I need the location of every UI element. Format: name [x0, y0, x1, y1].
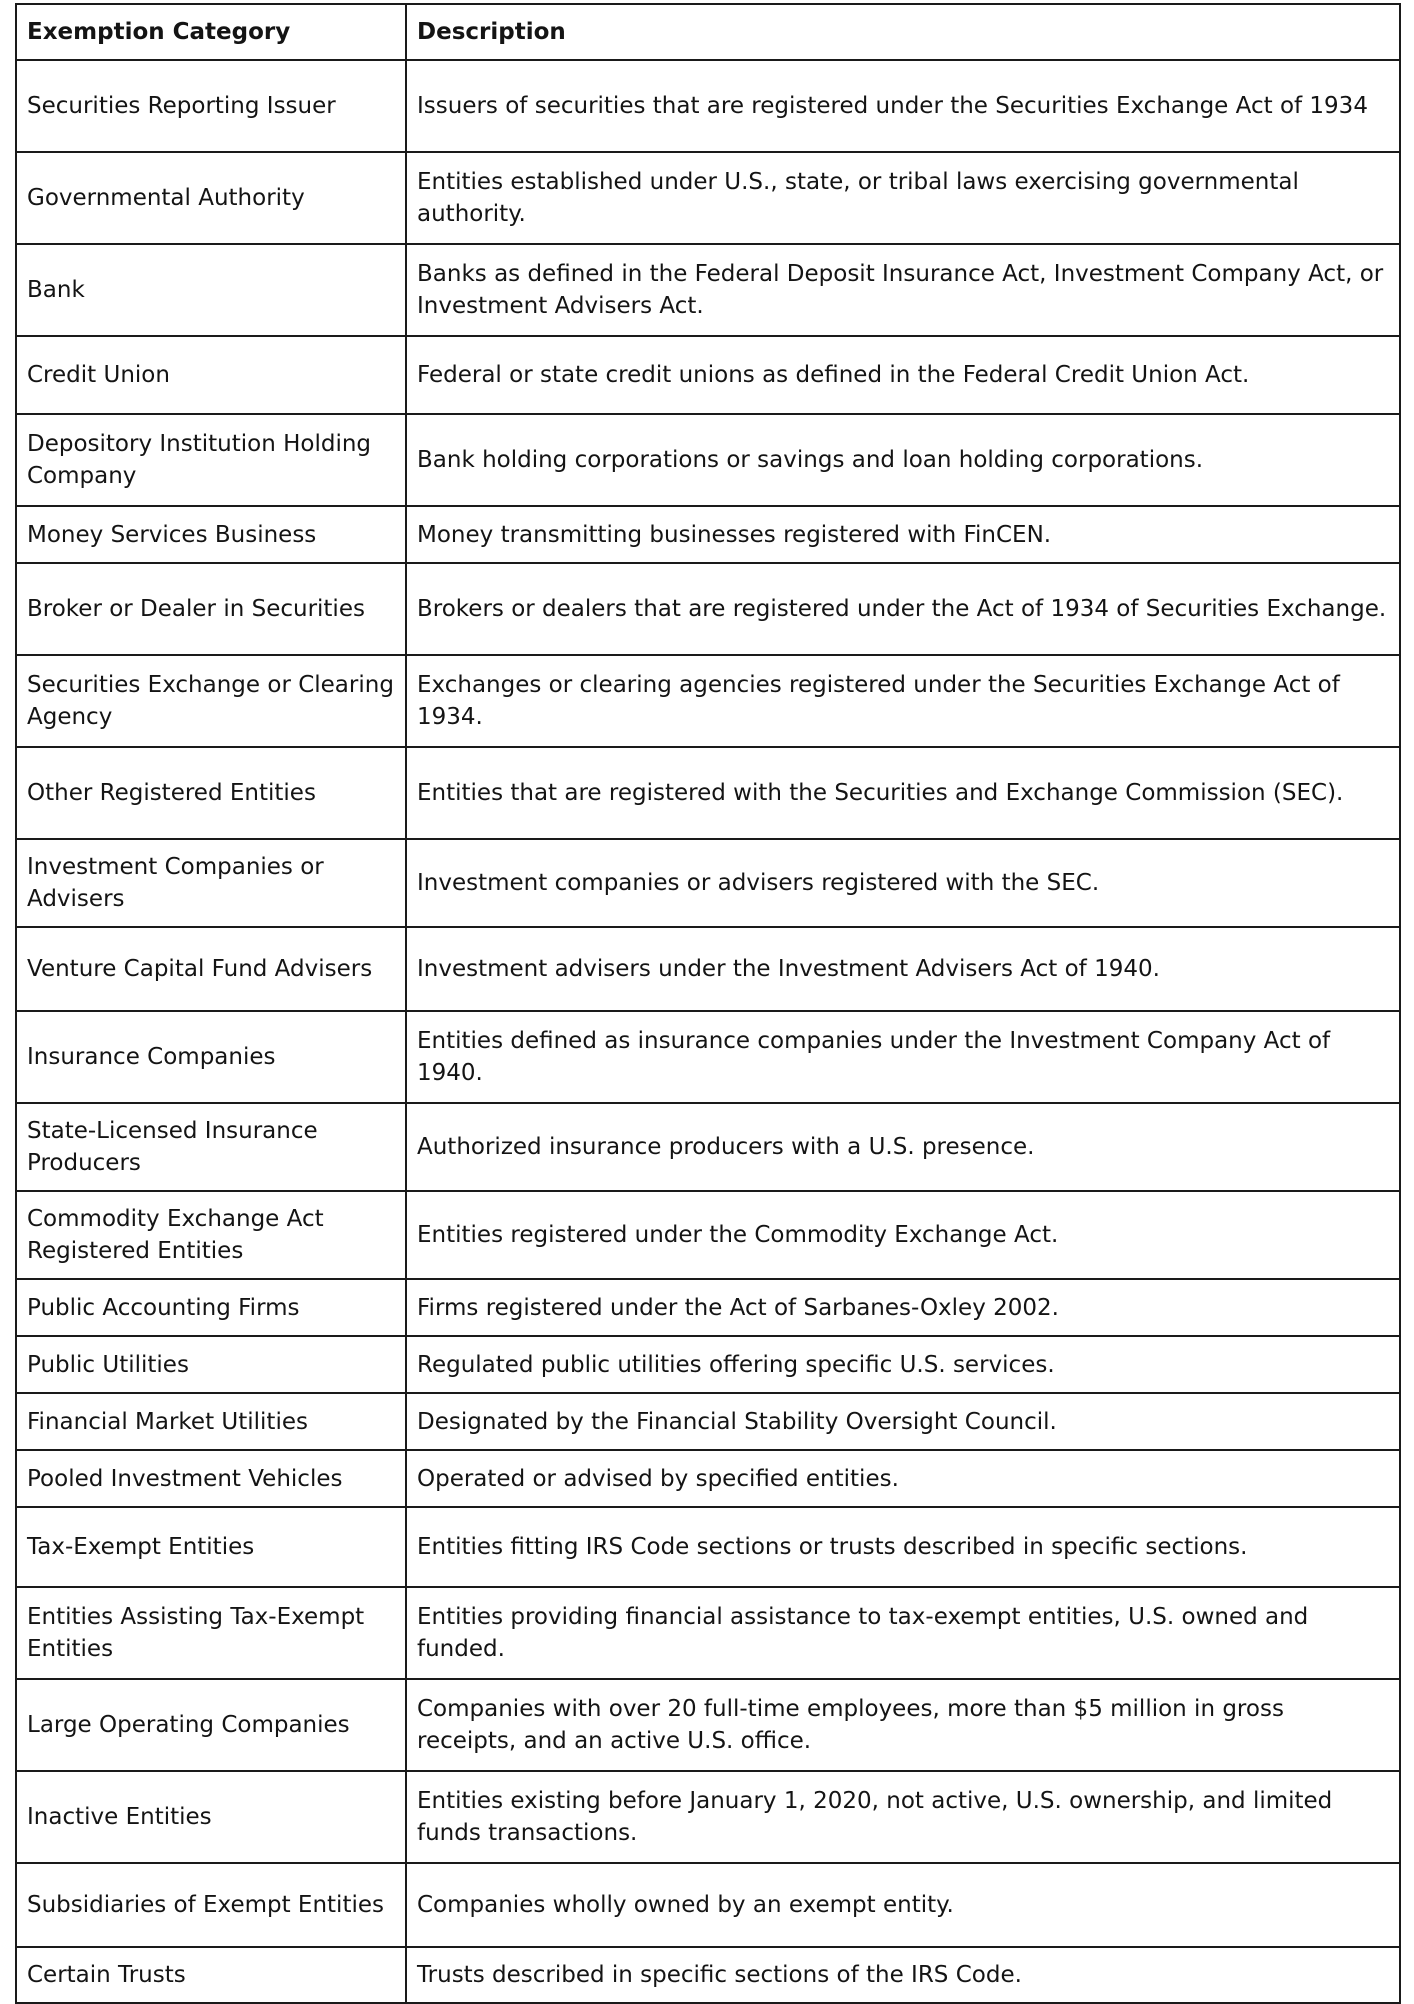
description-cell: Trusts described in specific sections of the IRS Code.: [406, 1947, 1400, 2003]
exemption-category-cell: Broker or Dealer in Securities: [16, 563, 406, 655]
table-row: [16, 1507, 1400, 1587]
description-cell: Issuers of securities that are registered under the Securities Exchange Act of 1934: [406, 60, 1400, 152]
description-cell: Authorized insurance producers with a U.S. presence.: [406, 1103, 1400, 1191]
description-cell: Regulated public utilities offering specific U.S. services.: [406, 1336, 1400, 1393]
table-row: [16, 1863, 1400, 1947]
exemption-category-cell: Money Services Business: [16, 506, 406, 563]
description-cell: Entities fitting IRS Code sections or trusts described in specific sections.: [406, 1507, 1400, 1587]
exemption-category-cell: Tax-Exempt Entities: [16, 1507, 406, 1587]
exemption-category-cell: Public Utilities: [16, 1336, 406, 1393]
table-row: [16, 1191, 1400, 1279]
exemption-category-cell: Commodity Exchange Act Registered Entities: [16, 1191, 406, 1279]
exemption-category-cell: Certain Trusts: [16, 1947, 406, 2003]
description-cell: Money transmitting businesses registered with FinCEN.: [406, 506, 1400, 563]
table-row: [16, 336, 1400, 414]
table-row: [16, 1947, 1400, 2003]
description-cell: Investment advisers under the Investment Advisers Act of 1940.: [406, 927, 1400, 1011]
table-header-row: [16, 4, 1400, 60]
exemption-category-cell: Pooled Investment Vehicles: [16, 1450, 406, 1507]
table-row: [16, 1679, 1400, 1771]
header-description: Description: [406, 4, 1400, 60]
table-row: [16, 506, 1400, 563]
exemption-category-cell: Securities Exchange or Clearing Agency: [16, 655, 406, 747]
description-cell: Federal or state credit unions as defined in the Federal Credit Union Act.: [406, 336, 1400, 414]
exemption-category-cell: Securities Reporting Issuer: [16, 60, 406, 152]
table-row: [16, 747, 1400, 839]
description-cell: Designated by the Financial Stability Oversight Council.: [406, 1393, 1400, 1450]
table-row: [16, 60, 1400, 152]
table-row: [16, 152, 1400, 244]
table-row: [16, 1279, 1400, 1336]
table-row: [16, 414, 1400, 506]
exemption-table: [15, 3, 1401, 2004]
table-row: [16, 1011, 1400, 1103]
description-cell: Entities defined as insurance companies under the Investment Company Act of 1940.: [406, 1011, 1400, 1103]
description-cell: Banks as defined in the Federal Deposit Insurance Act, Investment Company Act, or Investment Advisers Act.: [406, 244, 1400, 336]
description-cell: Companies with over 20 full-time employees, more than $5 million in gross receipts, and an active U.S. office.: [406, 1679, 1400, 1771]
table-row: [16, 1393, 1400, 1450]
description-cell: Entities registered under the Commodity Exchange Act.: [406, 1191, 1400, 1279]
table-row: [16, 1336, 1400, 1393]
table-row: [16, 839, 1400, 927]
table-row: [16, 655, 1400, 747]
description-cell: Entities that are registered with the Securities and Exchange Commission (SEC).: [406, 747, 1400, 839]
exemption-category-cell: Inactive Entities: [16, 1771, 406, 1863]
description-cell: Brokers or dealers that are registered under the Act of 1934 of Securities Exchange.: [406, 563, 1400, 655]
exemption-category-cell: Credit Union: [16, 336, 406, 414]
description-cell: Companies wholly owned by an exempt entity.: [406, 1863, 1400, 1947]
exemption-category-cell: Other Registered Entities: [16, 747, 406, 839]
table-row: [16, 1771, 1400, 1863]
table-row: [16, 927, 1400, 1011]
table-row: [16, 1587, 1400, 1679]
description-cell: Entities existing before January 1, 2020, not active, U.S. ownership, and limited funds transactions.: [406, 1771, 1400, 1863]
exemption-category-cell: Entities Assisting Tax-Exempt Entities: [16, 1587, 406, 1679]
table-row: [16, 1103, 1400, 1191]
description-cell: Entities established under U.S., state, or tribal laws exercising governmental authority.: [406, 152, 1400, 244]
table-body: [16, 60, 1400, 2003]
description-cell: Entities providing financial assistance to tax-exempt entities, U.S. owned and funded.: [406, 1587, 1400, 1679]
exemption-table-container: [15, 3, 1399, 2004]
description-cell: Bank holding corporations or savings and loan holding corporations.: [406, 414, 1400, 506]
table-row: [16, 1450, 1400, 1507]
exemption-category-cell: Subsidiaries of Exempt Entities: [16, 1863, 406, 1947]
description-cell: Operated or advised by specified entities.: [406, 1450, 1400, 1507]
exemption-category-cell: Financial Market Utilities: [16, 1393, 406, 1450]
exemption-category-cell: Depository Institution Holding Company: [16, 414, 406, 506]
description-cell: Exchanges or clearing agencies registered under the Securities Exchange Act of 1934.: [406, 655, 1400, 747]
exemption-category-cell: Public Accounting Firms: [16, 1279, 406, 1336]
exemption-category-cell: State-Licensed Insurance Producers: [16, 1103, 406, 1191]
table-row: [16, 563, 1400, 655]
description-cell: Firms registered under the Act of Sarbanes-Oxley 2002.: [406, 1279, 1400, 1336]
exemption-category-cell: Venture Capital Fund Advisers: [16, 927, 406, 1011]
exemption-category-cell: Large Operating Companies: [16, 1679, 406, 1771]
header-exemption-category: Exemption Category: [16, 4, 406, 60]
exemption-category-cell: Investment Companies or Advisers: [16, 839, 406, 927]
exemption-category-cell: Insurance Companies: [16, 1011, 406, 1103]
description-cell: Investment companies or advisers registered with the SEC.: [406, 839, 1400, 927]
exemption-category-cell: Governmental Authority: [16, 152, 406, 244]
table-row: [16, 244, 1400, 336]
exemption-category-cell: Bank: [16, 244, 406, 336]
